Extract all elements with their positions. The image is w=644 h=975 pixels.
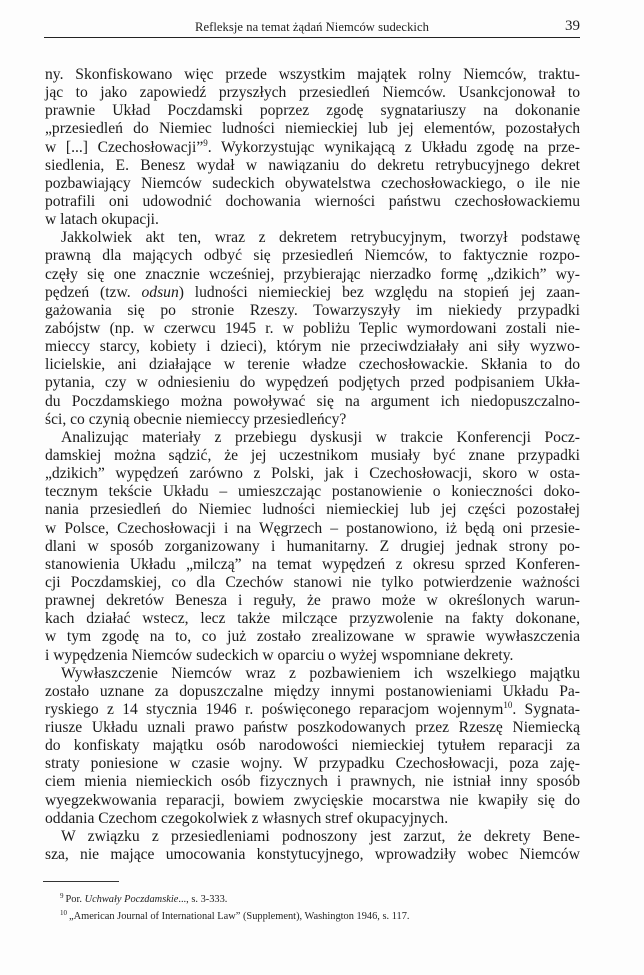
text-segment: ryskiego z 14 stycznia 1946 r. poświęconego reparacjom wojennym	[45, 700, 504, 718]
text-line: siedlenia, E. Benesz wydał w nawiązaniu do dekretu retrybucyjnego dekret	[45, 156, 580, 174]
text-segment: . Sygnata-	[512, 700, 580, 718]
text-line: dlani w sposób zorganizowany i humanitarny. Z drugiej jednak strony po-	[45, 537, 580, 555]
text-line	[45, 284, 580, 302]
text-line: jąc to jako zapowiedź przyszłych przesiedleń Niemców. Usankcjonował to	[45, 84, 580, 102]
text-line: Analizując materiały z przebiegu dyskusji w trakcie Konferencji Pocz-	[61, 428, 580, 446]
text-line: potrafili oni udowodnić dochowania wierności państwu czechosłowackiemu	[45, 192, 580, 210]
footnote-ref-9[interactable]: 9	[203, 137, 208, 148]
text-line: w Polsce, Czechosłowacji i na Węgrzech – postanowiono, iż będą oni przesie-	[45, 519, 580, 537]
text-line: kach działać wstecz, lecz także milczące przyzwolenie na fakty dokonane,	[45, 610, 580, 628]
text-line	[45, 139, 580, 157]
text-line: „przesiedleń do Niemiec ludności niemieckiej lub jej elementów, pozostałych	[45, 120, 580, 138]
footnotes	[60, 890, 580, 923]
text-line: do konfiskaty majątku osób narodowości niemieckiej tytułem reparacji za	[45, 737, 580, 755]
text-line: pytania, czy w odniesieniu do wypędzeń podjętych przed podpisaniem Ukła-	[45, 374, 580, 392]
text-line: pozbawiający Niemców sudeckich obywatelstwa czechosłowackiego, o ile nie	[45, 174, 580, 192]
text-line: ciem mienia niemieckich osób fizycznych i prawnych, nie istniał inny sposób	[45, 773, 580, 791]
text-line: w tym zgodę na to, co już zostało zrealizowane w sprawie wywłaszczenia	[45, 628, 580, 646]
text-line: riusze Układu uznali prawo państw poszkodowanych przez Rzeszę Niemiecką	[45, 719, 580, 737]
text-line: prawną dla mających odbyć się przesiedleń Niemców, to faktycznie rozpo-	[45, 247, 580, 265]
text-line: prawnej dekretów Benesza i reguły, że prawo może w określonych warun-	[45, 592, 580, 610]
text-line: damskiej można sądzić, że jej uczestnikom musiały być znane przypadki	[45, 446, 580, 464]
text-line: „dzikich” wypędzeń zarówno z Polski, jak i Czechosłowacji, skoro w osta-	[45, 465, 580, 483]
footnote-text: Por.	[65, 894, 85, 905]
text-line: Jakkolwiek akt ten, wraz z dekretem retrybucyjnym, tworzył podstawę	[61, 229, 580, 247]
italic-term: odsun	[141, 283, 179, 301]
text-line: mieccy starcy, kobiety i dzieci), którym nie przeciwdziałały ani siły wyzwo-	[45, 338, 580, 356]
body-text	[45, 66, 580, 864]
text-line: ny. Skonfiskowano więc przede wszystkim majątek rolny Niemców, traktu-	[45, 66, 580, 83]
text-line: gażowania się po stronie Rzeszy. Towarzyszyły im niekiedy przypadki	[45, 301, 580, 319]
text-line: zabójstw (np. w czerwcu 1945 r. w pobliżu Teplic wymordowani zostali nie-	[45, 319, 580, 337]
footnote-9	[60, 890, 580, 907]
text-line: nania przesiedleń do Niemiec ludności niemieckiej lub jej części pozostałej	[45, 501, 580, 519]
text-segment: . Wykorzystując wynikającą z Układu zgodę na prze-	[207, 138, 580, 156]
footnote-10	[60, 907, 580, 924]
text-line	[45, 701, 580, 719]
running-header	[44, 18, 580, 38]
footnote-divider	[43, 881, 119, 882]
footnote-mark: 9	[60, 892, 64, 900]
text-line: i wypędzenia Niemców sudeckich w oparciu o wyżej wspomniane dekrety.	[45, 646, 514, 664]
text-line: wyegzekwowania reparacji, bowiem zwycięskie mocarstwa nie kwapiły się do	[45, 791, 580, 809]
text-line: częły się one znacznie wcześniej, przybierając nierzadko formę „dzikich” wy-	[45, 265, 580, 283]
text-line: cji Poczdamskiej, co dla Czechów stanowi nie tylko potwierdzenie ważności	[45, 573, 580, 591]
footnote-text: „American Journal of International Law” (Supplement), Washington 1946, s. 117.	[69, 910, 410, 922]
footnote-mark: 10	[60, 908, 67, 917]
footnote-text: ..., s. 3-333.	[178, 894, 228, 905]
running-title: Refleksje na temat żądań Niemców sudeckich	[195, 20, 429, 34]
text-segment: w [...] Czechosłowacji”	[45, 138, 204, 156]
text-line: ści, co czynią obecnie niemieccy przesiedleńcy?	[45, 410, 347, 428]
text-segment: ) ludności niemieckiej bez względu na stopień jej zaan-	[178, 283, 581, 301]
text-line: licielskie, ani działające w terenie władze czechosłowackie. Skłania to do	[45, 356, 580, 374]
text-line: oddania Czechom czegokolwiek z własnych stref okupacyjnych.	[45, 809, 449, 827]
text-line: Wywłaszczenie Niemców wraz z pozbawieniem ich wszelkiego majątku	[61, 664, 580, 682]
text-line: prawnie Układ Poczdamski poprzez zgodę sygnatariuszy na dokonanie	[45, 102, 580, 120]
text-line: sza, nie mające umocowania konstytucyjnego, wprowadziły wobec Niemców	[45, 846, 580, 864]
page-number: 39	[565, 18, 580, 34]
text-line: tecznym tekście Układu – umieszczając postanowienie o konieczności doko-	[45, 483, 580, 501]
text-line: W związku z przesiedleniami podnoszony jest zarzut, że dekrety Bene-	[61, 827, 580, 845]
footnote-ref-10[interactable]: 10	[503, 699, 513, 710]
text-line: w latach okupacji.	[45, 211, 159, 229]
text-line: zostało uznane za dopuszczalne między innymi postanowieniami Układu Pa-	[45, 682, 580, 700]
text-line: straty poniesione w czasie wojny. W przypadku Czechosłowacji, poza zaję-	[45, 755, 580, 773]
text-line: du Poczdamskiego można powoływać się na argument ich niedopuszczalno-	[45, 392, 580, 410]
text-line: stanowienia Układu „milczą” na temat wypędzeń z okresu sprzed Konferen-	[45, 555, 580, 573]
footnote-title: Uchwały Poczdamskie	[84, 894, 179, 905]
text-segment: pędzeń (tzw.	[45, 283, 142, 301]
